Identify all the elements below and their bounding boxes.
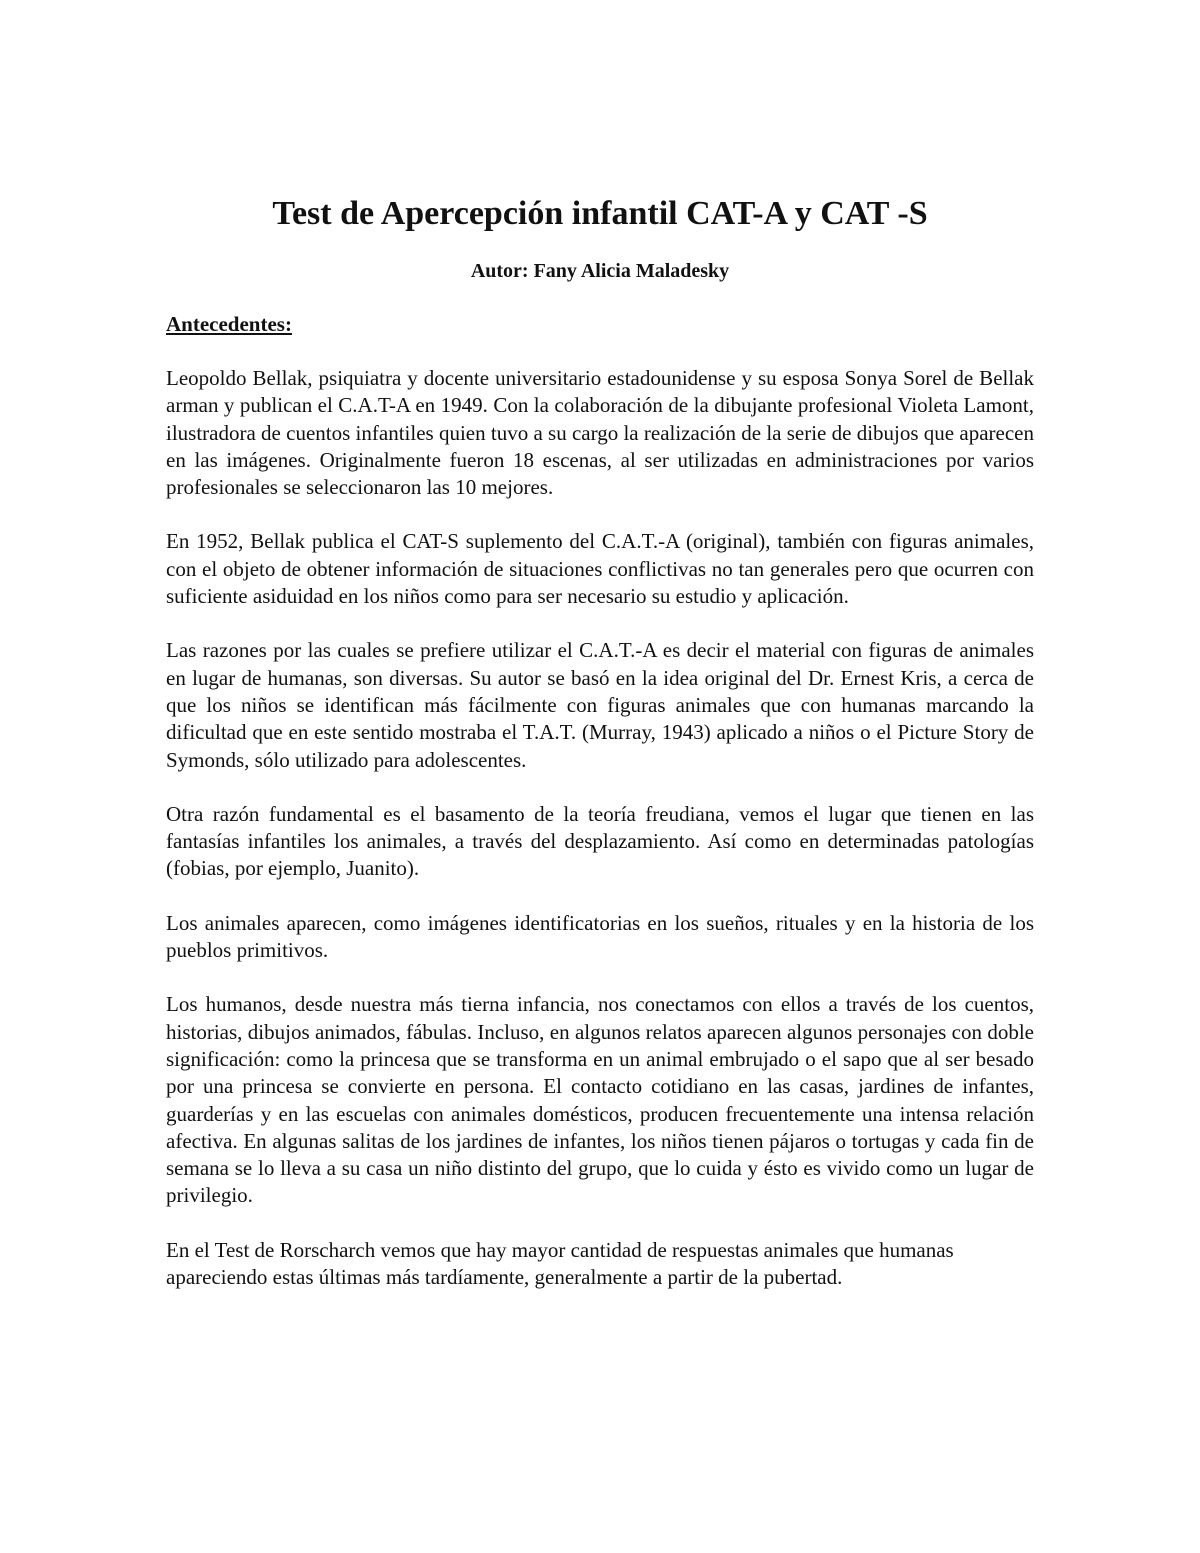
paragraph-1: Leopoldo Bellak, psiquiatra y docente universitario estadounidense y su esposa Sonya Sorel de Bellak arman y publican el C.A.T-A en 1949. Con la colaboración de la dibujante profesional Violeta Lamont, ilustradora de cuentos infantiles quien tuvo a su cargo la realización de la serie de dibujos que aparecen en las imágenes. Originalmente fueron 18 escenas, al ser utilizadas en administraciones por varios profesionales se seleccionaron las 10 mejores. (166, 366, 1034, 500)
document-author: Autor: Fany Alicia Maladesky (470, 260, 730, 282)
paragraph-4: Otra razón fundamental es el basamento de la teoría freudiana, vemos el lugar que tienen en las fantasías infantiles los animales, a través del desplazamiento. Así como en determinadas patologías (fobias, por ejemplo, Juanito). (166, 801, 1034, 881)
document-title: Test de Apercepción infantil CAT-A y CAT -S (272, 195, 928, 232)
paragraph-7: En el Test de Rorscharch vemos que hay mayor cantidad de respuestas animales que humanas apareciendo estas últimas más tardíamente, generalmente a partir de la pubertad. (166, 1237, 954, 1290)
paragraph-5: Los animales aparecen, como imágenes identificatorias en los sueños, rituales y en la historia de los pueblos primitivos. (166, 910, 1034, 963)
document-page (166, 192, 1034, 1291)
section-heading: Antecedentes: (166, 312, 292, 336)
paragraph-6: Los humanos, desde nuestra más tierna infancia, nos conectamos con ellos a través de los cuentos, historias, dibujos animados, fábulas. Incluso, en algunos relatos aparecen algunos personajes con doble significación: como la princesa que se transforma en un animal embrujado o el sapo que al ser besado por una princesa se convierte en persona. El contacto cotidiano en las casas, jardines de infantes, guarderías y en las escuelas con animales domésticos, producen frecuentemente una intensa relación afectiva. En algunas salitas de los jardines de infantes, los niños tienen pájaros o tortugas y cada fin de semana se lo lleva a su casa un niño distinto del grupo, que lo cuida y ésto es vivido como un lugar de privilegio. (166, 992, 1034, 1208)
paragraph-2: En 1952, Bellak publica el CAT-S suplemento del C.A.T.-A (original), también con figuras animales, con el objeto de obtener información de situaciones conflictivas no tan generales pero que ocurren con suficiente asiduidad en los niños como para ser necesario su estudio y aplicación. (166, 529, 1034, 609)
paragraph-3: Las razones por las cuales se prefiere utilizar el C.A.T.-A es decir el material con figuras de animales en lugar de humanas, son diversas. Su autor se basó en la idea original del Dr. Ernest Kris, a cerca de que los niños se identifican más fácilmente con figuras animales que con humanas marcando la dificultad que en este sentido mostraba el T.A.T. (Murray, 1943) aplicado a niños o el Picture Story de Symonds, sólo utilizado para adolescentes. (166, 638, 1034, 772)
